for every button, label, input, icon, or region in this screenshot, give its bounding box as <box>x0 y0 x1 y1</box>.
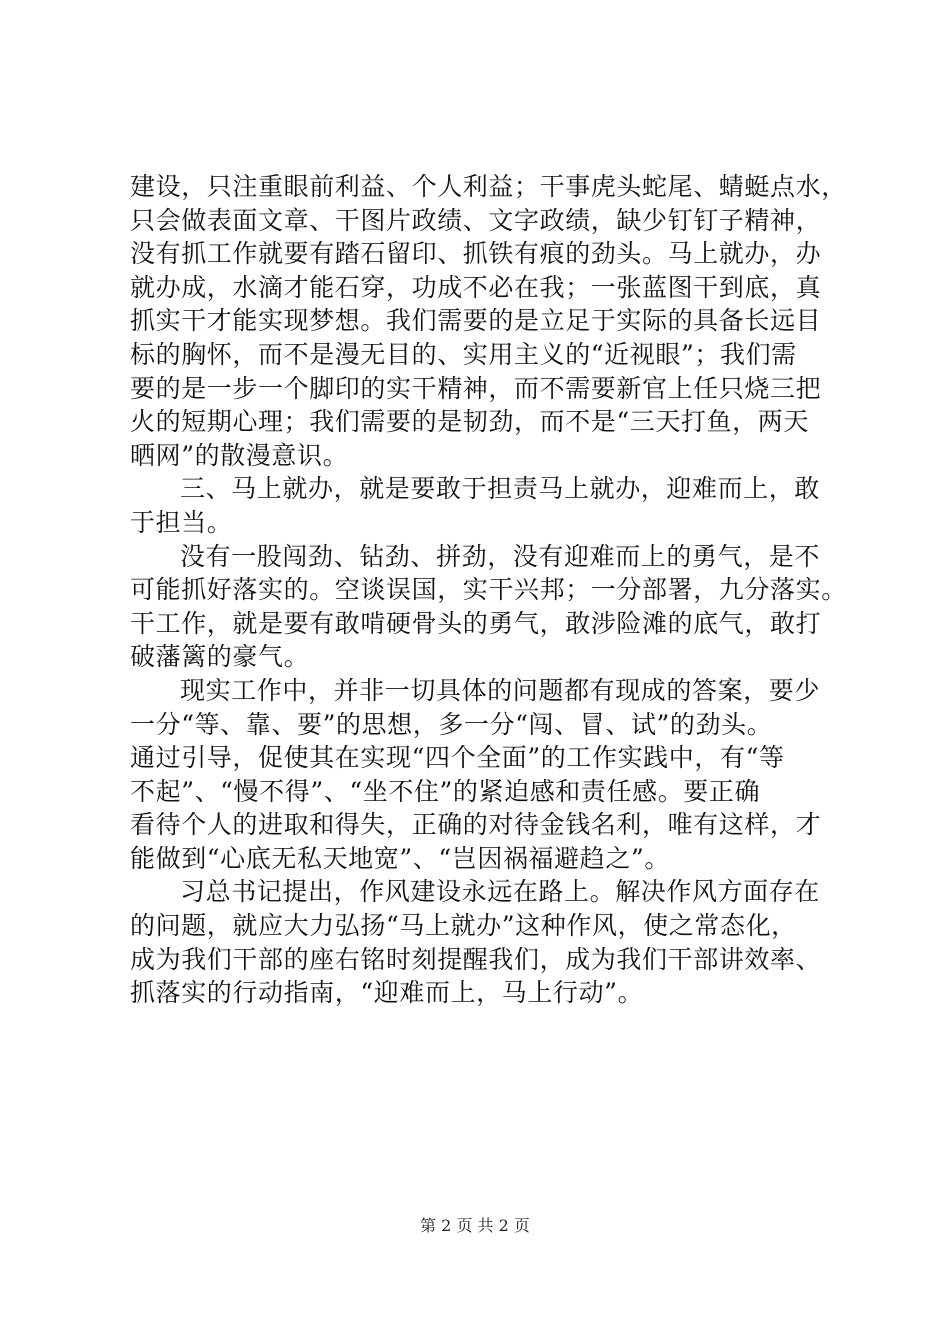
text-line: 没有一股闯劲、钻劲、拼劲，没有迎难而上的勇气，是不 <box>180 541 821 571</box>
text-line: 能做到“心底无私天地宽”、“岂因祸福避趋之”。 <box>130 843 670 873</box>
text-line: 三、马上就办，就是要敢于担责马上就办，迎难而上，敢 <box>180 474 821 504</box>
text-line: 于担当。 <box>130 507 233 537</box>
text-line: 只会做表面文章、干图片政绩、文字政绩，缺少钉钉子精神， <box>130 205 822 235</box>
text-line: 不起”、“慢不得”、“坐不住”的紧迫感和责任感。要正确 <box>130 776 761 806</box>
text-line: 晒网”的散漫意识。 <box>130 440 349 470</box>
text-line: 成为我们干部的座右铭时刻提醒我们，成为我们干部讲效率、 <box>130 944 822 974</box>
page-footer: 第 2 页 共 2 页 <box>420 1216 530 1235</box>
text-line: 抓落实的行动指南，“迎难而上，马上行动”。 <box>130 978 644 1008</box>
text-line: 没有抓工作就要有踏石留印、抓铁有痕的劲头。马上就办，办 <box>130 239 822 269</box>
text-line: 可能抓好落实的。空谈误国，实干兴邦；一分部署，九分落实。 <box>130 575 847 605</box>
text-line: 现实工作中，并非一切具体的问题都有现成的答案，要少 <box>180 675 821 705</box>
text-line: 看待个人的进取和得失，正确的对待金钱名利，唯有这样，才 <box>130 810 822 840</box>
text-line: 通过引导，促使其在实现“四个全面”的工作实践中，有“等 <box>130 743 785 773</box>
text-line: 习总书记提出，作风建设永远在路上。解决作风方面存在 <box>180 877 821 907</box>
text-line: 火的短期心理；我们需要的是韧劲，而不是“三天打鱼，两天 <box>130 407 809 437</box>
text-line: 的问题，就应大力弘扬“马上就办”这种作风，使之常态化， <box>130 911 797 941</box>
text-line: 抓实干才能实现梦想。我们需要的是立足于实际的具备长远目 <box>130 306 822 336</box>
text-line: 要的是一步一个脚印的实干精神，而不需要新官上任只烧三把 <box>130 373 822 403</box>
text-line: 一分“等、靠、要”的思想，多一分“闯、冒、试”的劲头。 <box>130 709 773 739</box>
text-line: 破藩篱的豪气。 <box>130 642 310 672</box>
document-body <box>130 170 847 1010</box>
text-line: 就办成，水滴才能石穿，功成不必在我；一张蓝图干到底，真 <box>130 272 822 302</box>
text-line: 建设，只注重眼前利益、个人利益；干事虎头蛇尾、蜻蜓点水， <box>130 172 847 201</box>
text-line: 标的胸怀，而不是漫无目的、实用主义的“近视眼”；我们需 <box>130 339 797 369</box>
text-line: 干工作，就是要有敢啃硬骨头的勇气，敢涉险滩的底气，敢打 <box>130 608 822 638</box>
